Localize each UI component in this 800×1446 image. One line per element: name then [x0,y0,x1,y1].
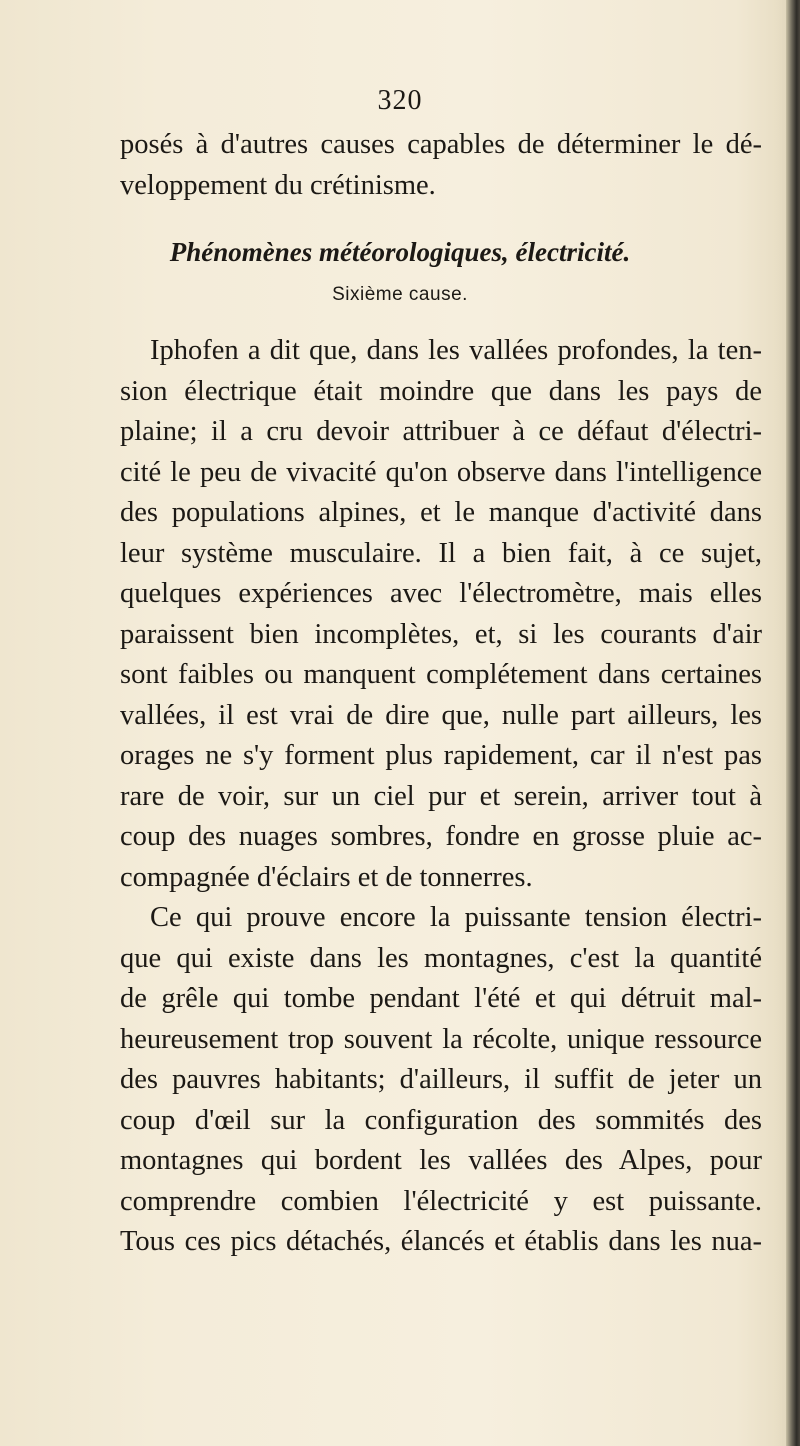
text-line: sion électrique était moindre que dans les pays de [120,375,762,407]
text-line: Iphofen a dit que, dans les vallées profondes, la ten- [150,335,762,366]
text-line: comprendre combien l'électricité y est puissante. [120,1185,762,1217]
text-line: cité le peu de vivacité qu'on observe dans l'intelligence [120,456,762,488]
intro-paragraph [120,125,762,206]
text-line: quelques expériences avec l'électromètre, mais elles [120,578,762,609]
text-line: sont faibles ou manquent complétement dans certaines [120,659,762,690]
section-subtitle: Sixième cause. [332,284,468,305]
text-line: que qui existe dans les montagnes, c'est la quantité [120,942,762,974]
text-line: leur système musculaire. Il a bien fait, à ce sujet, [120,537,762,569]
text-line: plaine; il a cru devoir attribuer à ce défaut d'électri- [120,416,762,447]
text-line: Tous ces pics détachés, élancés et établis dans les nua- [120,1226,762,1257]
text-line: montagnes qui bordent les vallées des Alpes, pour [120,1145,762,1176]
page-binding-edge [786,0,800,1446]
text-line: heureusement trop souvent la récolte, unique ressource [120,1023,762,1055]
text-line: compagnée d'éclairs et de tonnerres. [120,861,533,893]
text-line: paraissent bien incomplètes, et, si les courants d'air [120,618,762,650]
text-line: des populations alpines, et le manque d'activité dans [120,497,762,528]
page-number: 320 [377,85,423,116]
text-line: orages ne s'y forment plus rapidement, car il n'est pas [120,740,762,771]
text-line: Ce qui prouve encore la puissante tension électri- [150,902,762,933]
text-line: veloppement du crétinisme. [120,169,436,201]
text-line: posés à d'autres causes capables de déterminer le dé- [120,129,762,160]
text-line: vallées, il est vrai de dire que, nulle part ailleurs, les [120,699,762,731]
text-line: coup d'œil sur la configuration des sommités des [120,1104,762,1136]
body-text [120,331,762,1263]
section-title: Phénomènes météorologiques, électricité. [169,237,631,267]
text-line: rare de voir, sur un ciel pur et serein, arriver tout à [120,780,762,812]
text-line: de grêle qui tombe pendant l'été et qui détruit mal- [120,983,762,1014]
text-line: coup des nuages sombres, fondre en grosse pluie ac- [120,821,762,852]
text-line: des pauvres habitants; d'ailleurs, il suffit de jeter un [120,1064,762,1095]
